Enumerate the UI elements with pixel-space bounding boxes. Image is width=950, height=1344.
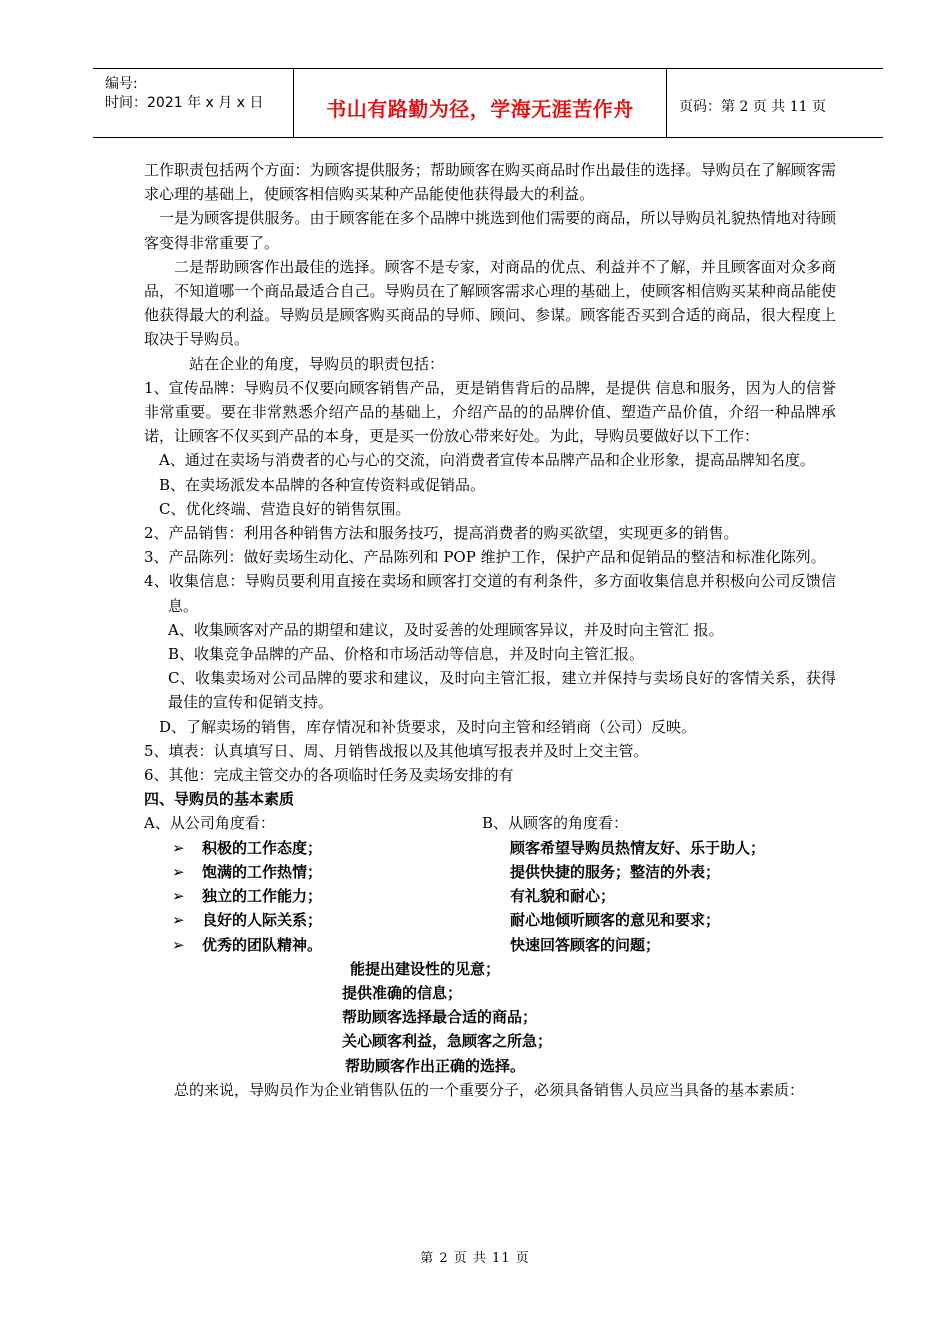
list-item-forms: 5、填表：认真填写日、周、月销售战报以及其他填写报表并及时上交主管。 [144, 741, 649, 760]
qualities-row [144, 836, 836, 860]
qualities-row [144, 908, 836, 932]
header-right-cell [667, 69, 883, 137]
customer-expectation-extra: 关心顾客利益，急顾客之所急； [342, 1032, 553, 1051]
list-subitem-4b: B、收集竞争品牌的产品、价格和市场活动等信息，并及时向主管汇报。 [168, 645, 645, 664]
list-item-brand: 1、宣传品牌：导购员不仅要向顾客销售产品，更是销售背后的品牌，是提供 信息和服务，因为人的信誉非常重要。要在非常熟悉介绍产品的基础上，介绍产品的的品牌价值、塑造产品价值，介绍一种品牌承诺，让顾客不仅买到产品的本身，更是买一份放心带来好处。为此，导购员要做好以下工作： [144, 378, 836, 446]
page-footer: 第 2 页 共 11 页 [420, 1251, 530, 1266]
arrow-bullet-icon: ➢ [172, 887, 185, 906]
document-body [144, 158, 836, 1102]
list-subitem-4d: D、了解卖场的销售，库存情况和补货要求，及时向主管和经销商（公司）反映。 [159, 717, 697, 736]
page-header [93, 68, 883, 138]
qualities-row [144, 933, 836, 957]
qualities-column-titles [144, 811, 836, 835]
paragraph-duties: 工作职责包括两个方面：为顾客提供服务；帮助顾客在购买商品时作出最佳的选择。导购员在了解顾客需求心理的基础上，使顾客相信购买某种产品能使他获得最大的利益。 [144, 161, 836, 204]
list-item-info: 4、收集信息：导购员要利用直接在卖场和顾客打交道的有利条件，多方面收集信息并积极向公司反馈信息。 [144, 572, 836, 615]
company-quality: 饱满的工作热情； [202, 862, 323, 881]
list-item-sales: 2、产品销售：利用各种销售方法和服务技巧，提高消费者的购买欲望，实现更多的销售。 [144, 524, 739, 543]
customer-expectation: 有礼貌和耐心； [510, 887, 616, 906]
customer-expectation-extra: 帮助顾客选择最合适的商品； [342, 1008, 538, 1027]
paragraph-service: 一是为顾客提供服务。由于顾客能在多个品牌中挑选到他们需要的商品，所以导购员礼貌热情地对待顾客变得非常重要了。 [144, 209, 836, 252]
list-subitem-1c: C、优化终端、营造良好的销售氛围。 [159, 499, 411, 518]
customer-expectation: 耐心地倾听顾客的意见和要求； [510, 911, 721, 930]
customer-view-title: B、从顾客的角度看： [482, 814, 629, 833]
company-quality: 优秀的团队精神。 [202, 935, 323, 954]
list-subitem-1b: B、在卖场派发本品牌的各种宣传资料或促销品。 [159, 475, 486, 494]
qualities-row [144, 860, 836, 884]
list-item-display: 3、产品陈列：做好卖场生动化、产品陈列和 POP 维护工作，保护产品和促销品的整洁和标准化陈列。 [144, 548, 826, 567]
arrow-bullet-icon: ➢ [172, 862, 185, 881]
header-page-label: 页码：第 2 页 共 11 页 [679, 99, 826, 115]
paragraph-choice: 二是帮助顾客作出最佳的选择。顾客不是专家，对商品的优点、利益并不了解，并且顾客面对众多商品，不知道哪一个商品最适合自己。导购员在了解顾客需求心理的基础上，使顾客相信购买某种商品能使他获得最大的利益。导购员是顾客购买商品的导师、顾问、参谋。顾客能否买到合适的商品，很大程度上取决于导购员。 [144, 257, 836, 349]
header-motto: 书山有路勤为径，学海无涯苦作舟 [326, 97, 634, 121]
customer-expectation-extra: 能提出建设性的见意； [350, 959, 501, 978]
company-view-title: A、从公司角度看： [144, 814, 275, 833]
list-subitem-4c: C、收集卖场对公司品牌的要求和建议，及时向主管汇报，建立并保持与卖场良好的客情关系，获得最佳的宣传和促销支持。 [168, 669, 836, 712]
paragraph-conclusion: 总的来说，导购员作为企业销售队伍的一个重要分子，必须具备销售人员应当具备的基本素质： [174, 1080, 805, 1099]
paragraph-enterprise: 站在企业的角度，导购员的职责包括： [189, 354, 445, 373]
customer-expectation: 提供快捷的服务；整洁的外表； [510, 862, 721, 881]
list-item-other: 6、其他：完成主管交办的各项临时任务及卖场安排的有 [144, 766, 514, 785]
header-middle-cell [294, 69, 667, 137]
list-subitem-1a: A、通过在卖场与消费者的心与心的交流，向消费者宣传本品牌产品和企业形象，提高品牌知名度。 [159, 451, 815, 470]
arrow-bullet-icon: ➢ [172, 838, 185, 857]
header-left-cell [93, 69, 294, 137]
customer-expectation: 快速回答顾客的问题； [510, 935, 661, 954]
customer-expectation: 顾客希望导购员热情友好、乐于助人； [510, 838, 766, 857]
arrow-bullet-icon: ➢ [172, 935, 185, 954]
list-subitem-4a: A、收集顾客对产品的期望和建议，及时妥善的处理顾客异议，并及时向主管汇 报。 [168, 620, 724, 639]
company-quality: 积极的工作态度； [202, 838, 323, 857]
customer-expectation-extra: 提供准确的信息； [342, 983, 463, 1002]
qualities-row [144, 884, 836, 908]
company-quality: 独立的工作能力； [202, 887, 323, 906]
section-heading: 四、导购员的基本素质 [144, 790, 295, 809]
serial-label: 编号: [105, 76, 138, 92]
customer-expectation-extra: 帮助顾客作出正确的选择。 [345, 1056, 526, 1075]
company-quality: 良好的人际关系； [202, 911, 323, 930]
arrow-bullet-icon: ➢ [172, 911, 185, 930]
time-label: 时间：2021 年 x 月 x 日 [105, 95, 264, 111]
